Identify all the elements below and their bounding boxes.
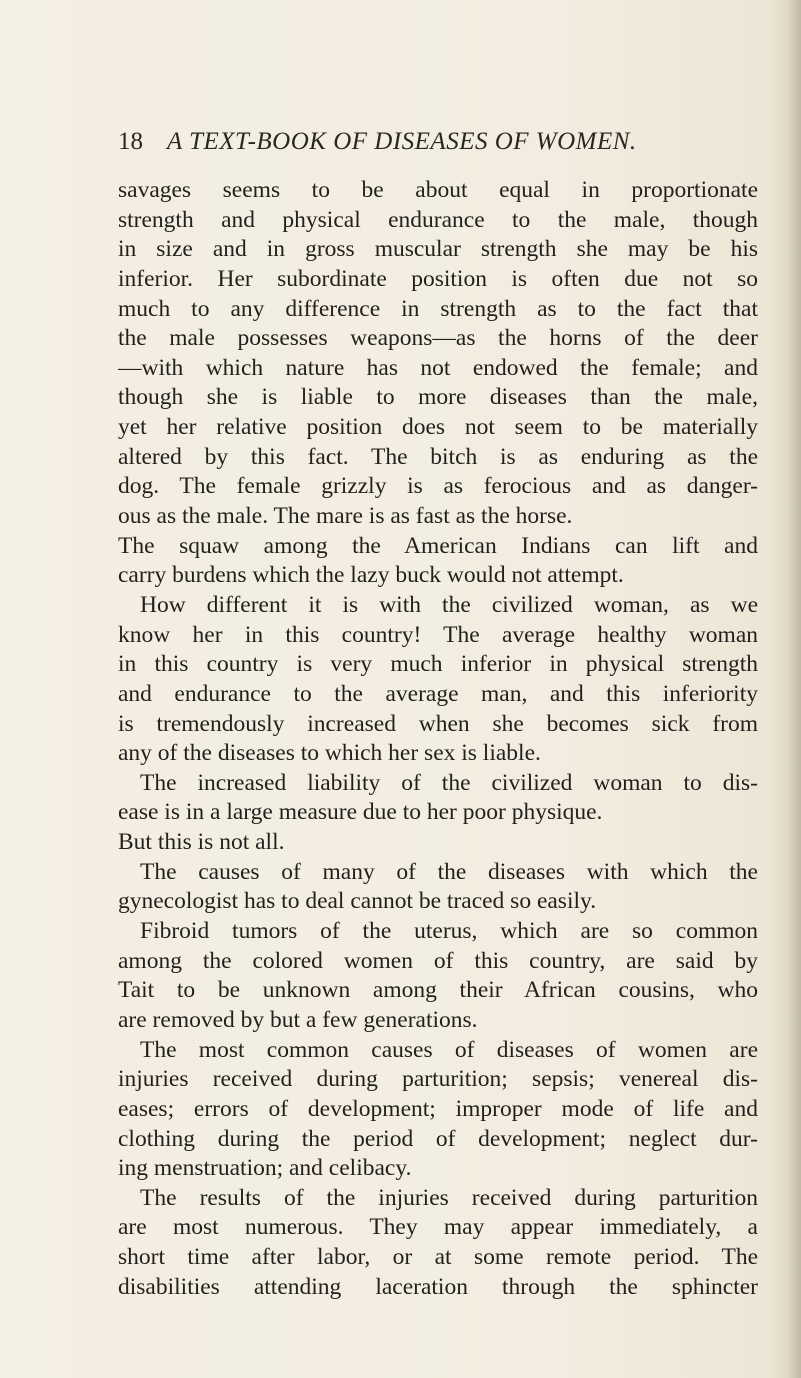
page-header xyxy=(118,128,758,168)
text-line: the male possesses weapons—as the horns of the deer xyxy=(118,325,758,352)
text-line: The results of the injuries received during parturition xyxy=(140,1184,758,1211)
body-text xyxy=(118,176,758,1302)
text-line: altered by this fact. The bitch is as enduring as the xyxy=(118,443,758,470)
text-line: But this is not all. xyxy=(118,829,285,856)
text-line: The squaw among the American Indians can lift and xyxy=(118,532,758,559)
text-line: though she is liable to more diseases than the male, xyxy=(118,384,758,411)
text-line: ing menstruation; and celibacy. xyxy=(118,1155,412,1182)
text-line: yet her relative position does not seem to be materially xyxy=(118,414,758,441)
text-line: and endurance to the average man, and this inferiority xyxy=(118,680,758,707)
text-line: any of the diseases to which her sex is liable. xyxy=(118,740,541,767)
text-line: are most numerous. They may appear immediately, a xyxy=(118,1214,758,1241)
text-line: Fibroid tumors of the uterus, which are so common xyxy=(140,918,758,945)
text-line: are removed by but a few generations. xyxy=(118,1006,478,1033)
text-line: ease is in a large measure due to her poor physique. xyxy=(118,799,603,826)
text-line: know her in this country! The average healthy woman xyxy=(118,621,758,648)
running-title: A TEXT-BOOK OF DISEASES OF WOMEN. xyxy=(167,128,637,155)
text-line: disabilities attending laceration through the sphincter xyxy=(118,1273,758,1300)
text-line: is tremendously increased when she becomes sick from xyxy=(118,710,758,737)
text-line: savages seems to be about equal in proportionate xyxy=(118,177,758,203)
text-line: clothing during the period of development; neglect dur- xyxy=(118,1125,758,1152)
text-line: How different it is with the civilized woman, as we xyxy=(140,591,758,618)
page-edge-shadow xyxy=(787,0,801,1378)
text-line: strength and physical endurance to the male, though xyxy=(118,206,758,233)
text-line: The most common causes of diseases of women are xyxy=(140,1036,758,1063)
text-line: inferior. Her subordinate position is often due not so xyxy=(118,265,758,292)
text-line: Tait to be unknown among their African cousins, who xyxy=(118,977,758,1004)
text-line: eases; errors of development; improper mode of life and xyxy=(118,1095,758,1122)
text-line: The causes of many of the diseases with which the xyxy=(140,858,758,885)
page-number: 18 xyxy=(118,128,143,155)
text-line: dog. The female grizzly is as ferocious and as danger- xyxy=(118,473,758,500)
text-line: injuries received during parturition; sepsis; venereal dis- xyxy=(118,1066,758,1093)
text-line: gynecologist has to deal cannot be traced so easily. xyxy=(118,888,597,915)
text-line: in size and in gross muscular strength she may be his xyxy=(118,236,758,263)
text-line: short time after labor, or at some remote period. The xyxy=(118,1244,758,1271)
text-line: among the colored women of this country, are said by xyxy=(118,947,758,974)
text-line: much to any difference in strength as to the fact that xyxy=(118,295,758,322)
text-line: ous as the male. The mare is as fast as the horse. xyxy=(118,503,573,530)
text-line: —with which nature has not endowed the female; and xyxy=(118,354,758,381)
text-line: The increased liability of the civilized woman to dis- xyxy=(140,769,758,796)
text-line: carry burdens which the lazy buck would not attempt. xyxy=(118,562,624,589)
text-line: in this country is very much inferior in physical strength xyxy=(118,651,758,678)
